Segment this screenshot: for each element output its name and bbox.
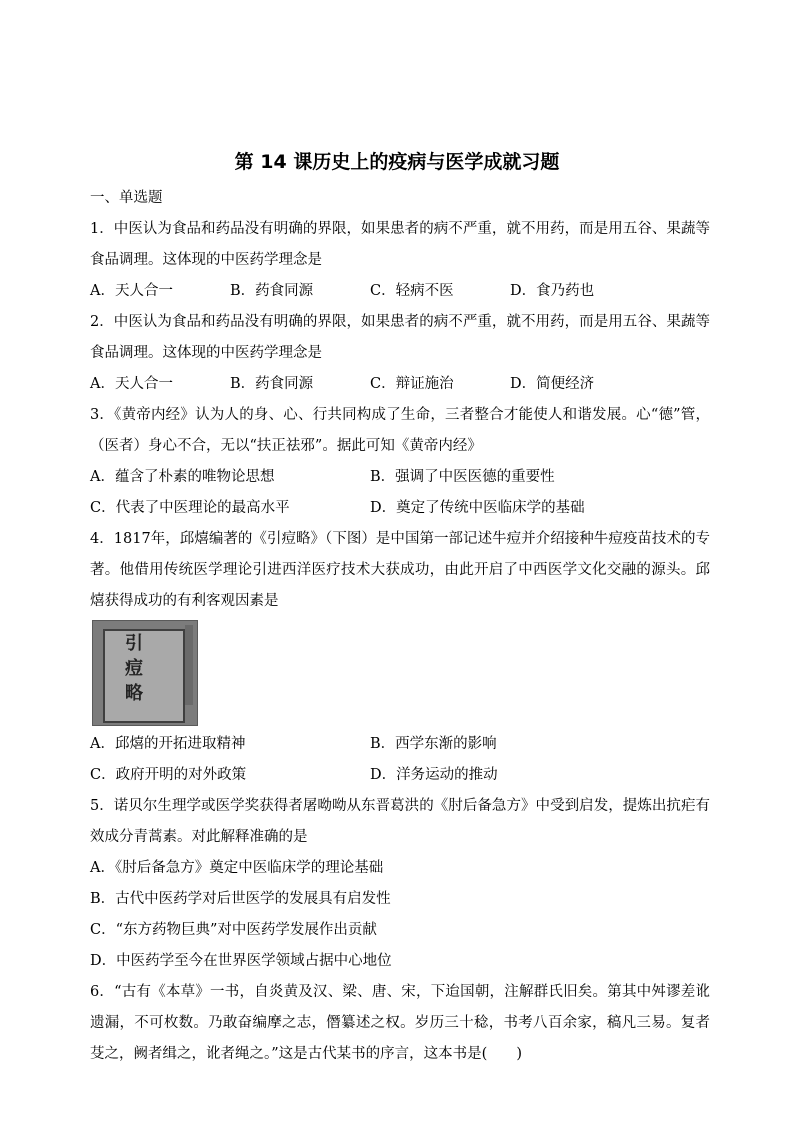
book-title-text: 引 痘 略 (125, 633, 143, 704)
question-stem: 4．1817年，邱熺编著的《引痘略》（下图）是中国第一部记述牛痘并介绍接种牛痘疫苗技术的专著。他借用传统医学理论引进西洋医疗技术大获成功，由此开启了中西医学文化交融的源头。邱熺获得成功的有利客观因素是 (90, 531, 710, 609)
option-b: B．古代中医药学对后世医学的发展具有启发性 (90, 891, 391, 907)
option-c: C．“东方药物巨典”对中医药学发展作出贡献 (90, 922, 377, 938)
option-c: C．轻病不医 (370, 283, 454, 299)
question-2 (90, 307, 710, 400)
question-stem: 6．“古有《本草》一书，自炎黄及汉、梁、唐、宋，下迨国朝，注解群氏旧矣。第其中舛谬差讹遗漏，不可枚数。乃敢奋编摩之志，僭纂述之权。岁历三十稔，书考八百余家，稿凡三易。复者芟之，阙者缉之，讹者绳之。”这是古代某书的序言，这本书是( ) (90, 984, 710, 1062)
option-d: D．中医药学至今在世界医学领域占据中心地位 (90, 953, 392, 969)
question-stem: 1．中医认为食品和药品没有明确的界限，如果患者的病不严重，就不用药，而是用五谷、果蔬等食品调理。这体现的中医药学理念是 (90, 221, 710, 268)
option-d: D．奠定了传统中医临床学的基础 (370, 500, 585, 516)
section-heading: 一、单选题 (90, 190, 163, 206)
option-d: D．食乃药也 (510, 283, 595, 299)
question-1 (90, 214, 710, 307)
option-row (90, 853, 710, 977)
question-stem: 3．《黄帝内经》认为人的身、心、行共同构成了生命，三者整合才能使人和谐发展。心“德”管，（医者）身心不合，无以“扶正祛邪”。据此可知《黄帝内经》 (90, 407, 710, 454)
question-stem: 2．中医认为食品和药品没有明确的界限，如果患者的病不严重，就不用药，而是用五谷、果蔬等食品调理。这体现的中医药学理念是 (90, 314, 710, 361)
option-c: C．辩证施治 (370, 376, 454, 392)
option-b: B．药食同源 (230, 283, 314, 299)
option-a: A．天人合一 (90, 376, 173, 392)
option-a: A．蕴含了朴素的唯物论思想 (90, 469, 275, 485)
question-list (90, 183, 710, 1070)
option-a: A．《肘后备急方》奠定中医临床学的理论基础 (90, 860, 384, 876)
question-6 (90, 977, 710, 1070)
page-title: 第 14 课历史上的疫病与医学成就习题 (234, 151, 560, 173)
option-b: B．药食同源 (230, 376, 314, 392)
option-a: A．天人合一 (90, 283, 173, 299)
option-b: B．西学东渐的影响 (370, 736, 497, 752)
option-c: C．代表了中医理论的最高水平 (90, 500, 290, 516)
option-c: C．政府开明的对外政策 (90, 767, 247, 783)
book-spine (185, 625, 193, 705)
question-4 (90, 524, 710, 791)
question-3 (90, 400, 710, 524)
option-d: D．洋务运动的推动 (370, 767, 498, 783)
option-row (90, 276, 710, 307)
question-5 (90, 791, 710, 977)
option-row (90, 369, 710, 400)
option-a: A．邱熺的开拓进取精神 (90, 736, 246, 752)
option-row (90, 462, 710, 524)
option-row (90, 729, 710, 791)
book-cover-photo (92, 620, 198, 726)
question-stem: 5．诺贝尔生理学或医学奖获得者屠呦呦从东晋葛洪的《肘后备急方》中受到启发，提炼出抗疟有效成分青蒿素。对此解释准确的是 (90, 798, 710, 845)
option-b: B．强调了中医医德的重要性 (370, 469, 555, 485)
option-d: D．简便经济 (510, 376, 595, 392)
